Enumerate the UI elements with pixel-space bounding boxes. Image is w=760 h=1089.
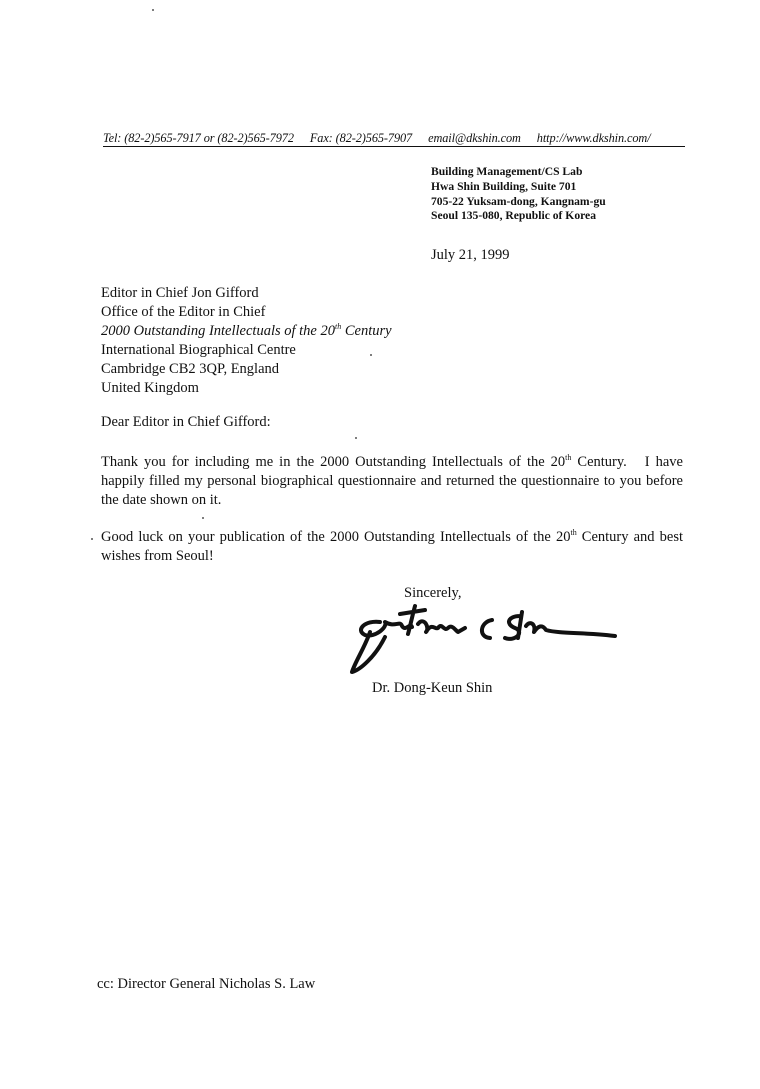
recipient-address (101, 284, 392, 398)
sender-address-line: Building Management/CS Lab (431, 165, 583, 178)
email-address: email@dkshin.com (428, 131, 521, 145)
paragraph-text: Thank you for including me in the 2000 Outstanding Intellectuals of the 20 (101, 454, 566, 470)
signer-name: Dr. Dong-Keun Shin (372, 680, 493, 696)
sender-address-line: 705-22 Yuksam-dong, Kangnam-gu (431, 194, 606, 208)
paragraph-text: Good luck on your publication of the 2000 Outstanding Intellectuals of the 20 (101, 529, 571, 545)
scan-speck (202, 517, 204, 519)
body-paragraph-1 (101, 453, 687, 510)
publication-title: 2000 Outstanding Intellectuals of the 20 (101, 323, 335, 339)
body-paragraph-2 (101, 528, 683, 566)
recipient-publication (101, 322, 392, 341)
sender-address-line: Seoul 135-080, Republic of Korea (431, 209, 596, 223)
scan-speck (152, 9, 154, 11)
recipient-organization: International Biographical Centre (101, 342, 296, 358)
salutation: Dear Editor in Chief Gifford: (101, 414, 271, 430)
publication-title-end: Century (341, 323, 392, 339)
website-url: http://www.dkshin.com/ (536, 131, 651, 145)
scan-speck (355, 437, 357, 439)
letterhead-contact-line (103, 131, 685, 147)
recipient-city: Cambridge CB2 3QP, England (101, 361, 280, 377)
ordinal-suffix: th (335, 322, 342, 331)
ordinal-suffix: th (570, 528, 577, 537)
closing: Sincerely, (404, 585, 462, 601)
scan-speck (91, 538, 93, 540)
cc-line: cc: Director General Nicholas S. Law (97, 976, 316, 992)
paragraph-text: Century. I have happily filled my personal biographical questionnaire and returned the questionnaire to you before the date shown on it. (101, 454, 687, 508)
letter-date: July 21, 1999 (431, 247, 510, 263)
ordinal-suffix: th (565, 453, 572, 462)
scan-speck (370, 354, 372, 356)
sender-address-line: Hwa Shin Building, Suite 701 (431, 179, 577, 193)
recipient-office: Office of the Editor in Chief (101, 304, 266, 320)
paragraph-text: Century and best wishes from Seoul! (101, 529, 683, 564)
sender-address (431, 165, 606, 224)
recipient-name: Editor in Chief Jon Gifford (101, 285, 259, 301)
signature-icon (340, 602, 625, 677)
telephone-numbers: Tel: (82-2)565-7917 or (82-2)565-7972 (103, 131, 294, 145)
fax-number: Fax: (82-2)565-7907 (309, 131, 413, 145)
recipient-country: United Kingdom (101, 380, 199, 396)
